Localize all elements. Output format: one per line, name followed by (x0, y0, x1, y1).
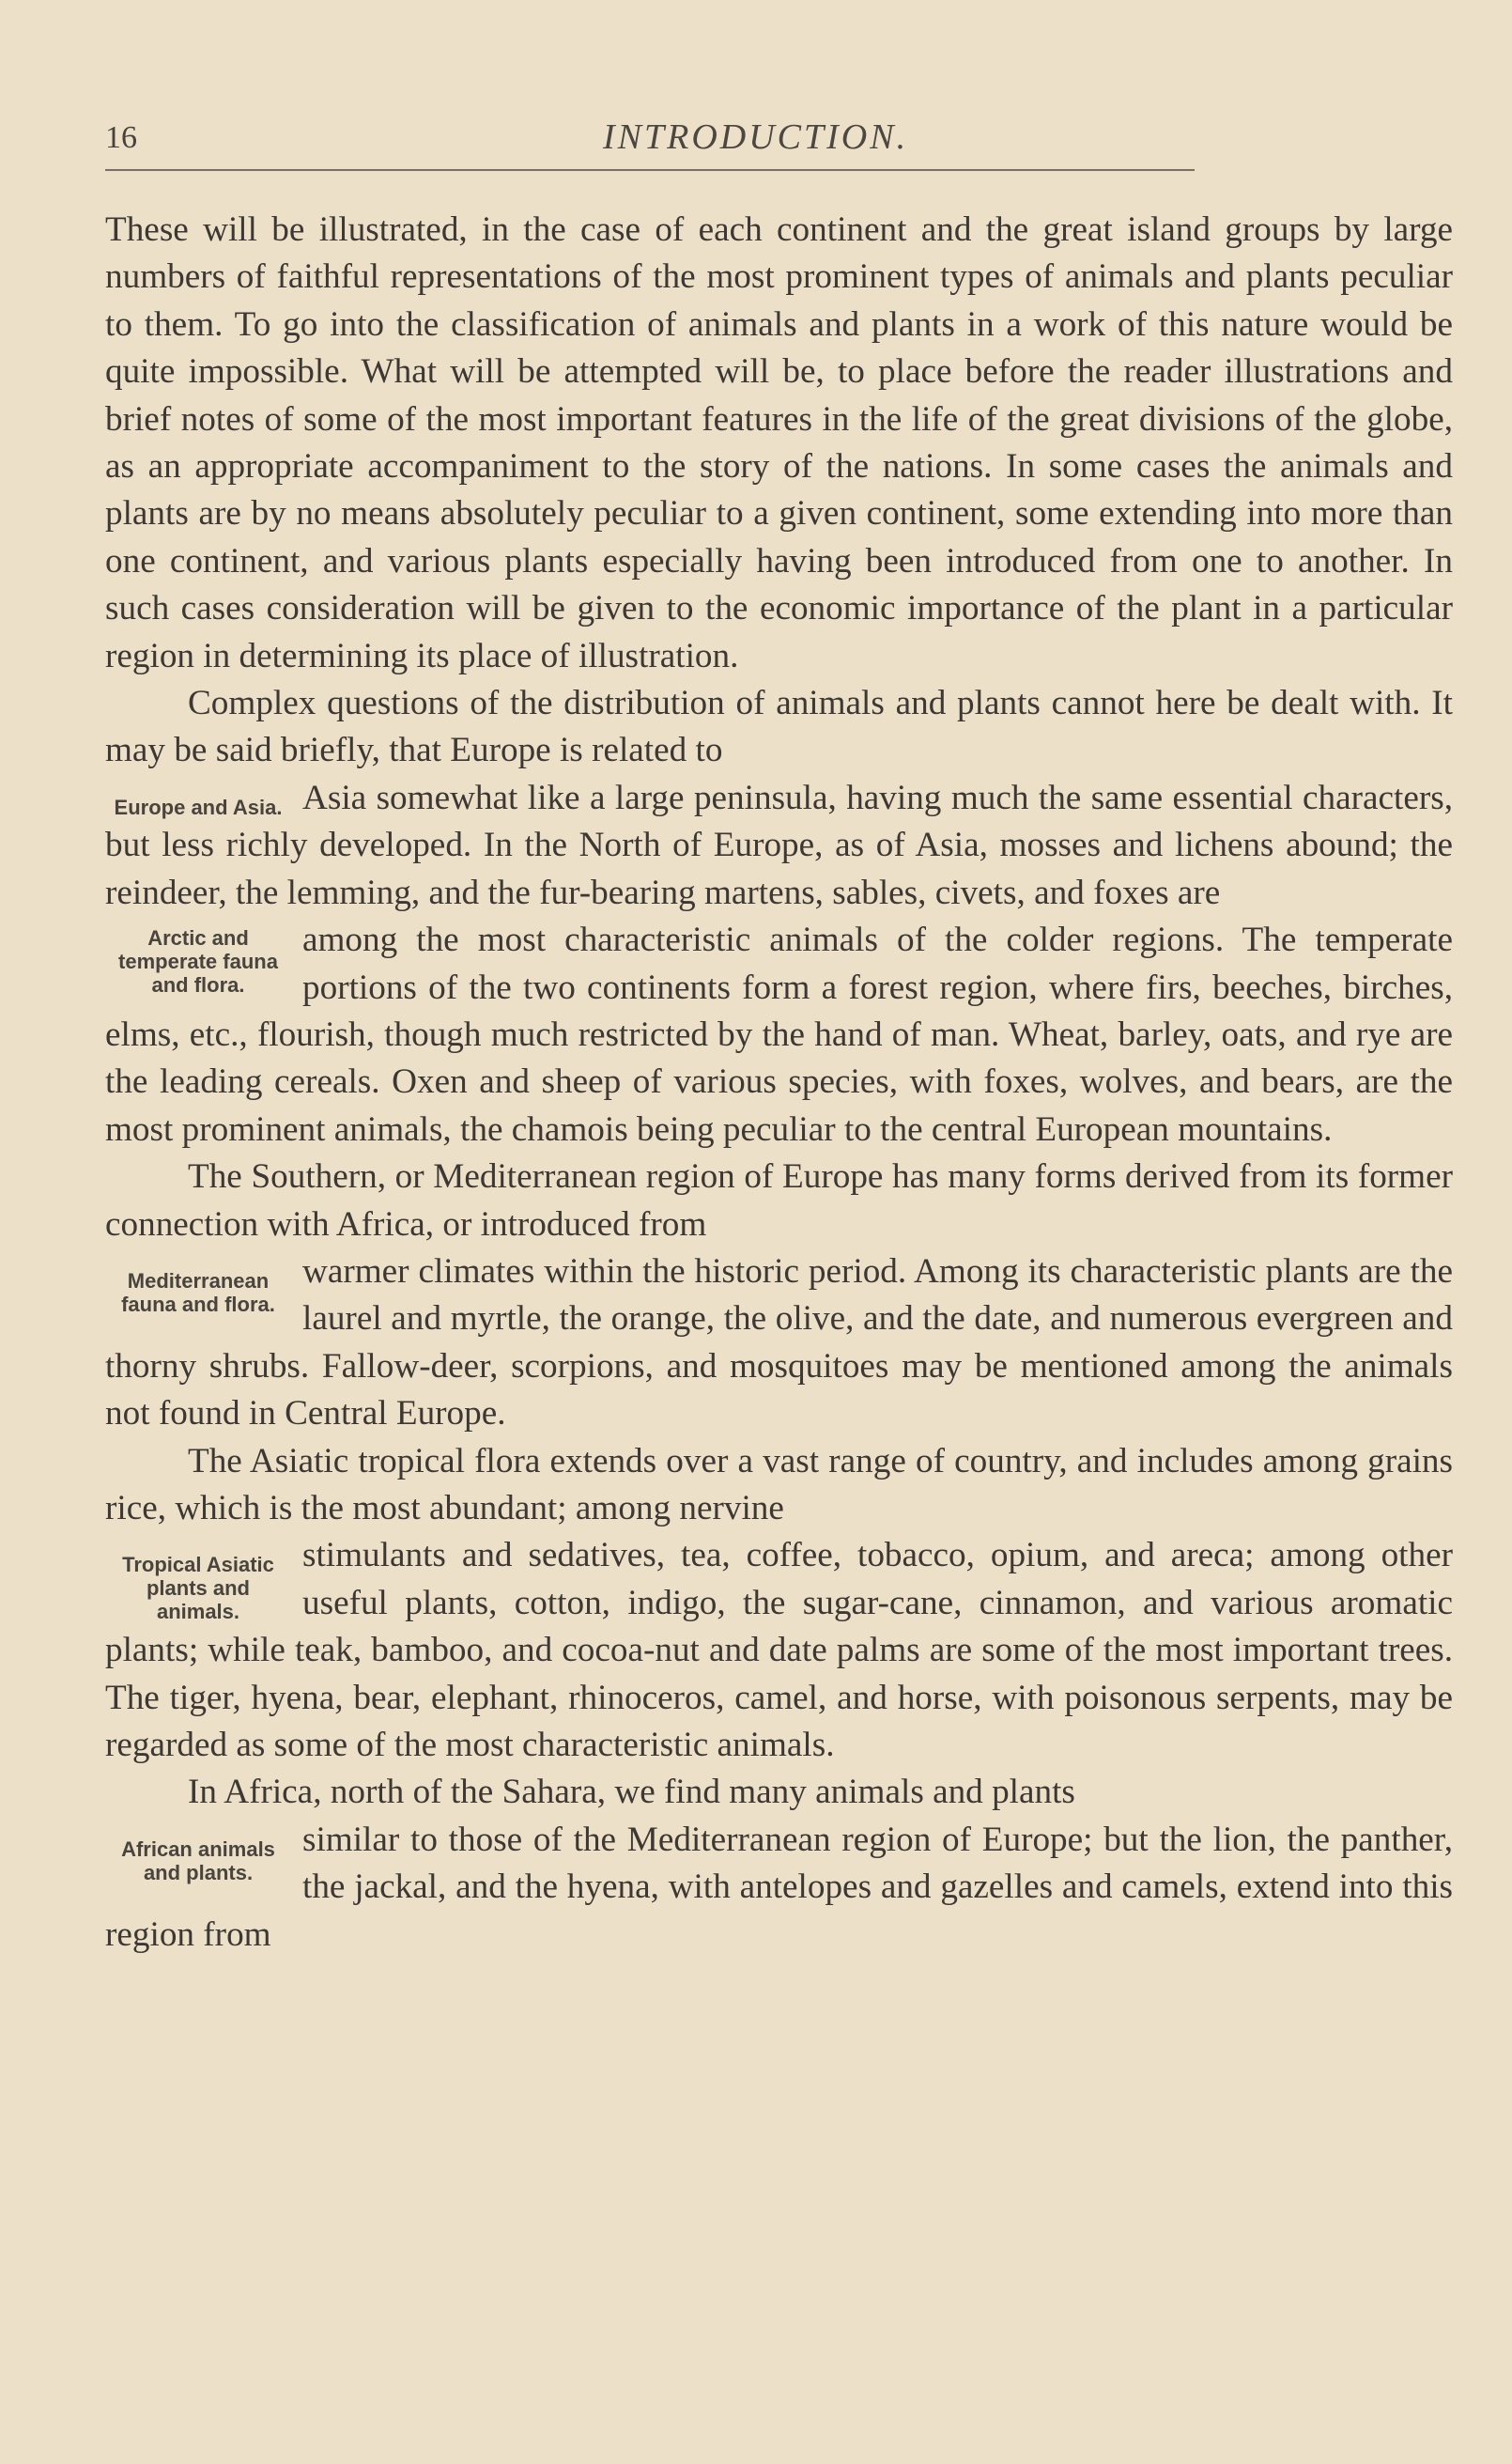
paragraph-africa: similar to those of the Mediterranean region of Europe; but the lion, the panther, the jackal, and the hyena, with antelopes and gazelles and camels, extend into this region from (105, 1820, 1453, 1954)
side-note-arctic-temperate: Arctic and temperate fauna and flora. (118, 926, 278, 998)
page-number: 16 (105, 120, 137, 155)
paragraph-mediterranean: warmer climates within the historic period. Among its characteristic plants are the laurel and myrtle, the orange, the olive, and the date, and numerous evergreen and thorny shrubs. Fallow-deer, scorpions, and mosquitoes may be mentioned among the animals not found in Central Europe. (105, 1251, 1453, 1433)
side-note-europe-asia: Europe and Asia. (114, 795, 283, 819)
paragraph-africa-intro: In Africa, north of the Sahara, we find many animals and plants (188, 1773, 1075, 1812)
page-header (105, 113, 1195, 171)
running-title: INTRODUCTION. (603, 117, 909, 157)
paragraph-europe-asia: Asia somewhat like a large peninsula, having much the same essential characters, but less richly developed. In the North of Europe, as of Asia, mosses and lichens abound; the reindeer, the lemming, and the fur-bearing martens, sables, civets, and foxes are (105, 778, 1453, 912)
paragraph-mediterranean-intro: The Southern, or Mediterranean region of Europe has many forms derived from its former connection with Africa, or introduced from (105, 1157, 1453, 1244)
body-text (105, 207, 1453, 1959)
paragraph-distribution: Complex questions of the distribution of animals and plants cannot here be dealt with. It may be said briefly, that Europe is related to (105, 684, 1453, 770)
side-note-mediterranean: Mediterranean fauna and flora. (121, 1268, 275, 1316)
paragraph-intro: These will be illustrated, in the case of each continent and the great island groups by large numbers of faithful representations of the most prominent types of animals and plants peculiar to them. To go into the classification of animals and plants in a work of this nature would be quite impossible. What will be attempted will be, to place before the reader illustrations and brief notes of some of the most important features in the life of the great divisions of the globe, as an appropriate accompaniment to the story of the nations. In some cases the animals and plants are by no means absolutely peculiar to a given continent, some extending into more than one continent, and various plants especially having been introduced from one to another. In such cases consideration will be given to the economic importance of the plant in a particular region in determining its place of illustration. (105, 210, 1453, 675)
paragraph-arctic-temperate: among the most characteristic animals of the colder regions. The temperate portions of the two continents form a forest region, where firs, beeches, birches, elms, etc., flourish, though much restricted by the hand of man. Wheat, barley, oats, and rye are the leading cereals. Oxen and sheep of various species, with foxes, wolves, and bears, are the most prominent animals, the chamois being peculiar to the central European mountains. (105, 921, 1453, 1149)
paragraph-tropical-asia: stimulants and sedatives, tea, coffee, tobacco, opium, and areca; among other useful plants, cotton, indigo, the sugar-cane, cinnamon, and various aromatic plants; while teak, bamboo, and cocoa-nut and date palms are some of the most important trees. The tiger, hyena, bear, elephant, rhinoceros, camel, and horse, with poisonous serpents, may be regarded as some of the most characteristic animals. (105, 1536, 1453, 1764)
side-note-africa: African animals and plants. (121, 1836, 275, 1884)
paragraph-asiatic-intro: The Asiatic tropical flora extends over a vast range of country, and includes among grains rice, which is the most abundant; among nervine (105, 1441, 1453, 1527)
side-note-tropical-asia: Tropical Asiatic plants and animals. (122, 1553, 274, 1624)
